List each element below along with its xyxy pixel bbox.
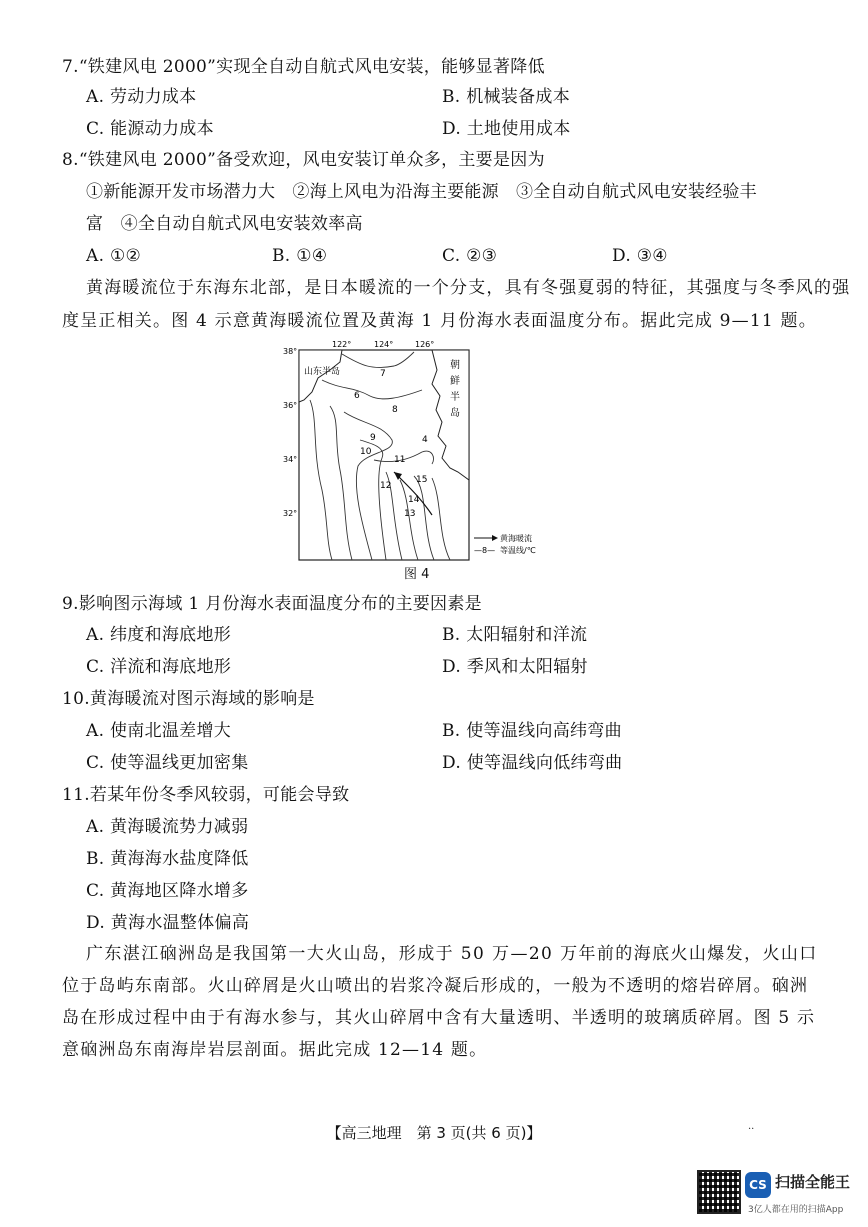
legend-isotherm-label: 等温线/℃: [500, 546, 536, 555]
figure-4-map: [282, 340, 592, 580]
q7-stem: 7.“铁建风电 2000”实现全自动自航式风电安装，能够显著降低: [62, 57, 545, 77]
lat-label-36: 36°: [283, 401, 298, 410]
q8-items-line2: 富 ④全自动自航式风电安装效率高: [86, 214, 363, 234]
intro-12-14-line4: 意硇洲岛东南海岸岩层剖面。据此完成 12—14 题。: [62, 1040, 488, 1060]
korea-label-2: 鲜: [450, 376, 460, 387]
isotherm: [322, 380, 422, 399]
intro-9-11-line2: 度呈正相关。图 4 示意黄海暖流位置及黄海 1 月份海水表面温度分布。据此完成 9—11 题。: [62, 311, 817, 331]
intro-12-14-line3: 岛在形成过程中由于有海水参与，其火山碎屑中含有大量透明、半透明的玻璃质碎屑。图 5 示: [62, 1008, 816, 1028]
isotherm: [330, 406, 352, 560]
isotherm-label: 13: [404, 509, 416, 519]
q8-stem: 8.“铁建风电 2000”备受欢迎，风电安装订单众多，主要是因为: [62, 150, 545, 170]
korea-label-3: 半: [450, 392, 460, 403]
q11-option-a: A. 黄海暖流势力减弱: [86, 817, 249, 837]
q9-option-d: D. 季风和太阳辐射: [442, 657, 588, 677]
q10-option-b: B. 使等温线向高纬弯曲: [442, 721, 622, 741]
lon-label-124: 124°: [374, 340, 394, 349]
q8-option-a: A. ①②: [86, 246, 142, 266]
lat-label-34: 34°: [283, 455, 298, 464]
page-footer: 【高三地理 第 3 页(共 6 页)】: [326, 1124, 542, 1142]
footer-dots: ··: [748, 1124, 755, 1135]
isotherm-label: 7: [380, 369, 386, 379]
isotherm-label: 11: [394, 455, 406, 465]
q9-option-b: B. 太阳辐射和洋流: [442, 625, 588, 645]
intro-12-14-line2: 位于岛屿东南部。火山碎屑是火山喷出的岩浆冷凝后形成的，一般为不透明的熔岩碎屑。硇洲: [62, 976, 809, 996]
lat-label-38: 38°: [283, 347, 298, 356]
figure-4-caption: 图 4: [404, 567, 430, 582]
q8-option-d: D. ③④: [612, 246, 668, 266]
scanner-app-name: 扫描全能王: [775, 1173, 851, 1191]
intro-9-11-line1: 黄海暖流位于东海东北部，是日本暖流的一个分支，具有冬强夏弱的特征，其强度与冬季风的强: [86, 278, 851, 298]
isotherm-label: 6: [354, 391, 360, 401]
q11-option-c: C. 黄海地区降水增多: [86, 881, 249, 901]
lon-label-122: 122°: [332, 340, 352, 349]
isotherm-label: 9: [370, 433, 376, 443]
legend-current-arrowhead: [492, 535, 498, 541]
isotherm-label: 14: [408, 495, 420, 505]
q9-stem: 9.影响图示海域 1 月份海水表面温度分布的主要因素是: [62, 594, 482, 614]
lon-label-126: 126°: [415, 340, 435, 349]
korea-label-1: 朝: [450, 360, 460, 371]
isotherm: [432, 478, 450, 560]
q10-option-d: D. 使等温线向低纬弯曲: [442, 753, 623, 773]
q9-option-a: A. 纬度和海底地形: [86, 625, 232, 645]
q8-items-line1: ①新能源开发市场潜力大 ②海上风电为沿海主要能源 ③全自动自航式风电安装经验丰: [86, 182, 757, 202]
q8-option-b: B. ①④: [272, 246, 328, 266]
q7-option-c: C. 能源动力成本: [86, 119, 214, 139]
q10-option-a: A. 使南北温差增大: [86, 721, 232, 741]
shandong-label: 山东半岛: [304, 367, 341, 377]
isotherm-label: 15: [416, 475, 428, 485]
q10-stem: 10.黄海暖流对图示海域的影响是: [62, 689, 315, 709]
q10-option-c: C. 使等温线更加密集: [86, 753, 249, 773]
q9-option-c: C. 洋流和海底地形: [86, 657, 232, 677]
q11-option-b: B. 黄海海水盐度降低: [86, 849, 249, 869]
isotherm-label: 4: [422, 435, 428, 445]
isotherm: [310, 400, 332, 560]
q7-option-a: A. 劳动力成本: [86, 87, 197, 107]
isotherm: [360, 440, 386, 560]
figure-4-svg: [282, 340, 592, 565]
q7-option-b: B. 机械装备成本: [442, 87, 570, 107]
q7-option-d: D. 土地使用成本: [442, 119, 571, 139]
q11-stem: 11.若某年份冬季风较弱，可能会导致: [62, 785, 350, 805]
legend-isotherm-mark: —8—: [474, 546, 496, 555]
intro-12-14-line1: 广东湛江硇洲岛是我国第一大火山岛，形成于 50 万—20 万年前的海底火山爆发，火山口: [86, 944, 818, 964]
scanner-tagline: 3亿人都在用的扫描App: [748, 1205, 844, 1215]
q11-option-d: D. 黄海水温整体偏高: [86, 913, 250, 933]
isotherm: [414, 476, 434, 560]
isotherm-label: 8: [392, 405, 398, 415]
qr-code-icon: [697, 1170, 741, 1214]
q8-option-c: C. ②③: [442, 246, 498, 266]
lat-label-32: 32°: [283, 509, 298, 518]
isotherm-label: 10: [360, 447, 372, 457]
legend-current-label: 黄海暖流: [500, 534, 532, 543]
korea-label-4: 岛: [450, 408, 460, 419]
isotherm: [342, 352, 414, 368]
isotherm-label: 12: [380, 481, 392, 491]
camscanner-logo-icon: CS: [745, 1172, 771, 1198]
isotherm: [400, 480, 418, 560]
